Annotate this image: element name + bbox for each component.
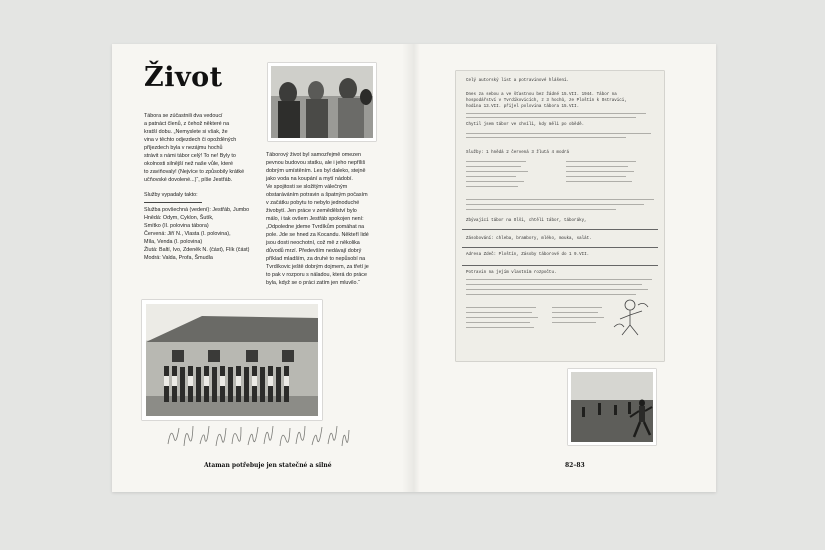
signatures-row (164, 414, 354, 458)
service-line: Smítko (II. polovina tábora) (144, 223, 209, 229)
text-line: v začátku pobytu to nebylo jednoduché (266, 200, 360, 206)
doc-filler (466, 186, 518, 187)
text-line: „Odpoledne jdeme Tvrdíkům pomáhat na (266, 224, 365, 230)
doc-filler (552, 317, 604, 318)
doc-filler (466, 171, 528, 172)
doc-filler (552, 307, 602, 308)
doc-sketch-figure (608, 297, 654, 337)
text-line: učňovské dovolené...)“, píše Jestřáb. (144, 177, 233, 183)
service-line: Žlutá: Baltí, Ivo, Zdeněk N. (část), Flík (část) (144, 247, 250, 253)
divider (144, 202, 202, 203)
text-line: strávit s námi tábor celý! To ne! Byly to (144, 153, 236, 159)
doc-filler (566, 161, 636, 162)
doc-filler (552, 322, 596, 323)
text-line: okolnosti silnější než naše vůle, které (144, 161, 233, 167)
book-spread (112, 44, 716, 492)
doc-line: Celý autorský list a potravinové hlášení. (466, 79, 570, 83)
doc-filler (466, 117, 636, 118)
doc-filler (566, 181, 632, 182)
photo-running-field (568, 369, 656, 445)
doc-filler (466, 322, 530, 323)
text-line: byla, když se o práci zatím jen mluvilo.“ (266, 280, 360, 286)
doc-filler (466, 209, 616, 210)
page-title: Život (144, 62, 223, 93)
doc-line: Chytil jsem tábor ve chvíli, kdy měli po obědě. (466, 123, 585, 127)
doc-filler (466, 289, 648, 290)
text-line: to zaviňovaly! (Nejvíce to způsobily krátké (144, 169, 245, 175)
doc-line: Potravin na jejím vlastním rozpočtu. (466, 271, 557, 275)
page-numbers: 82–83 (565, 462, 585, 469)
text-line: živobytí. Jen práce v zemědělství bylo (266, 208, 357, 214)
doc-line: Dnes za sebou a ve šťastnou bez žádné 15.VII. 1944. Tábor na (466, 93, 617, 97)
doc-filler (566, 171, 634, 172)
text-line: málo, i tak ovšem Jestřáb spokojen není: (266, 216, 364, 222)
text-line: důvodů mrzí. Především nedávají dobrý (266, 248, 362, 254)
text-line: Tábora se zúčastnili dva vedoucí (144, 113, 223, 119)
text-line: obstaráváním potravin a špatným počasím (266, 192, 368, 198)
doc-filler (466, 294, 636, 295)
doc-filler (466, 166, 521, 167)
text-line: kratší dobu. „Nemyslete si však, že (144, 129, 228, 135)
doc-line: Adresa Zdeč: Ploštín, Zásoby táborové do 1 9.VII. (466, 253, 590, 257)
doc-line: hodina 13.VII. přijel polovina tábora 15.VII. (466, 105, 580, 109)
service-line: Hnědá: Odym, Cyklon, Šutík, (144, 215, 214, 221)
doc-line: hospodářství v Tvrdíkovicích, z 3 hochů, ze Ploštín k Ostravici, (466, 99, 627, 103)
service-line: Míla, Venda (I. polovina) (144, 239, 203, 245)
text-line: dobrým umístěním. Les byl daleko, stejně (266, 168, 366, 174)
doc-filler (466, 312, 532, 313)
text-line: příklad mladším, za druhé to nepůsobí na (266, 256, 366, 262)
doc-filler (552, 312, 598, 313)
doc-line: Zásobování: chleba, brambory, mléko, mouka, salát. (466, 237, 592, 241)
doc-filler (466, 161, 526, 162)
doc-filler (466, 137, 626, 138)
doc-rule (462, 229, 658, 230)
doc-filler (566, 176, 626, 177)
doc-rule (462, 247, 658, 248)
text-line: jako voda na koupání a mytí nádobí. (266, 176, 353, 182)
footer-caption: Ataman potřebuje jen statečné a silné (204, 462, 332, 469)
text-line: pevnou budovou statku, ale i jeho nepříliš (266, 160, 366, 166)
photo-boys-portrait (268, 63, 376, 141)
doc-line: Služby: 1 hnědá 2 červená 3 žlutá 4 modrá (466, 151, 570, 155)
doc-filler (466, 204, 644, 205)
text-line: a patnáct členů, z čehož některé na (144, 121, 230, 127)
text-line: Ve spojitosti se složitým válečným (266, 184, 348, 190)
service-line: Modrá: Valda, Profa, Šmudla (144, 255, 213, 261)
doc-filler (466, 113, 646, 114)
doc-rule (462, 265, 658, 266)
service-line: Červená: Jiří N., Vlasta (I. polovina), (144, 231, 231, 237)
services-heading: Služby vypadaly takto: (144, 192, 198, 198)
text-line: Tvrdíkovic ještě dobrým dojmem, za třetí je (266, 264, 369, 270)
text-line: vina v těchto odjezdech či opožděných (144, 137, 237, 143)
doc-filler (566, 166, 628, 167)
doc-line: Zbývající tábor na Olši, chtěli tábor, táboráky, (466, 219, 587, 223)
typewritten-document (456, 71, 664, 361)
doc-filler (466, 317, 538, 318)
text-line: příjezdech byla v nezájmu hochů (144, 145, 223, 151)
service-line: Služba povšechná (vedení): Jestřáb, Jumbo (144, 207, 250, 213)
gutter-shadow-left (402, 44, 414, 492)
doc-filler (466, 133, 651, 134)
doc-filler (466, 307, 536, 308)
doc-filler (466, 327, 534, 328)
text-line: to pak v rozporu s náladou, která do práce (266, 272, 367, 278)
text-line: jsou dosti neochotní, což mě z několika (266, 240, 360, 246)
doc-filler (466, 199, 654, 200)
photo-group-building (142, 300, 322, 420)
doc-filler (466, 176, 516, 177)
doc-filler (466, 279, 652, 280)
doc-filler (466, 181, 524, 182)
text-line: pole. Jde se hned za Kocandu. Někteří lidé (266, 232, 369, 238)
text-line: Táborový život byl samozřejmě omezen (266, 152, 361, 158)
doc-filler (466, 284, 642, 285)
gutter-shadow-right (414, 44, 420, 492)
